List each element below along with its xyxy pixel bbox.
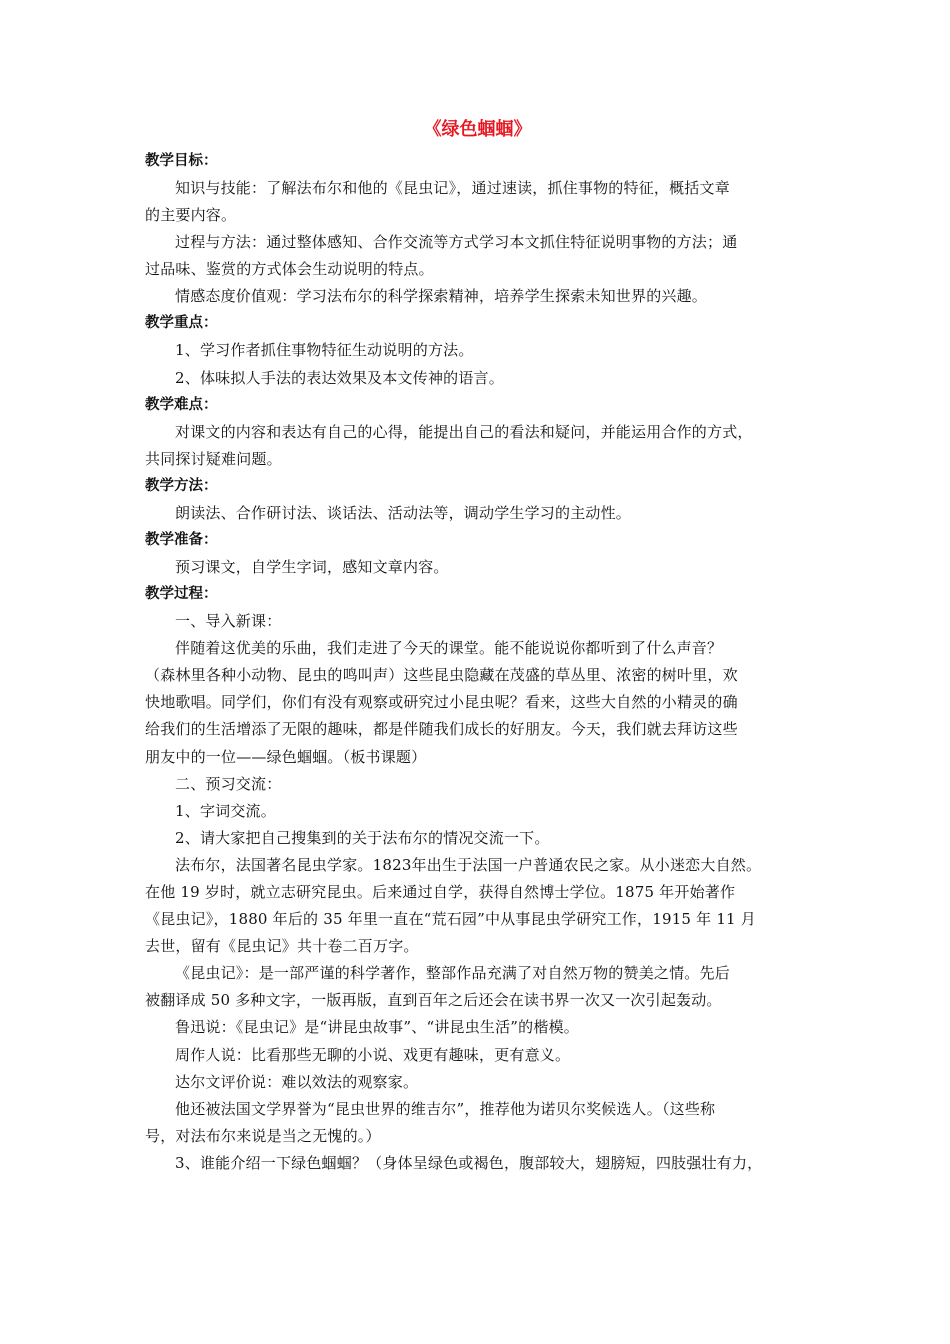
procedure-part2-title [145,771,810,798]
difficulties-text [145,419,810,473]
text-line: 周作人说：比看那些无聊的小说、戏更有趣味，更有意义。 [175,1045,571,1064]
heading-preparation: 教学准备： [145,531,218,548]
key-point-item [145,337,810,364]
text-line: 1、学习作者抓住事物特征生动说明的方法。 [175,341,474,360]
text-line: 被翻译成 50 多种文字，一版再版，直到百年之后还会在读书界一次又一次引起轰动。 [145,991,722,1010]
text-line: 知识与技能：了解法布尔和他的《昆虫记》，通过速读，抓住事物的特征，概括文章 [175,179,730,197]
document-page [145,118,810,1177]
text-line: 2、体味拟人手法的表达效果及本文传神的语言。 [175,368,504,387]
text-line: 共同探讨疑难问题。 [145,449,282,468]
procedure-part1-text [145,635,810,770]
objective-knowledge [145,175,810,229]
text-line: 在他 19 岁时，就立志研究昆虫。后来通过自学，获得自然博士学位。1875 年开始著作 [145,882,736,901]
heading-procedure: 教学过程： [145,586,218,603]
procedure-part1-title [145,608,810,635]
text-line: 达尔文评价说：难以效法的观察家。 [175,1072,419,1091]
text-line: 对课文的内容和表达有自己的心得，能提出自己的看法和疑问，并能运用合作的方式， [175,422,753,441]
methods-text [145,500,810,527]
procedure-item-2 [145,825,810,852]
text-line: 伴随着这优美的乐曲，我们走进了今天的课堂。能不能说说你都听到了什么声音？ [175,639,723,658]
quote-zhou [145,1042,810,1069]
book-description [145,960,810,1014]
text-line: 他还被法国文学界誉为“昆虫世界的维吉尔”，推荐他为诺贝尔奖候选人。（这些称 [175,1099,716,1118]
honor-text [145,1096,810,1150]
objective-process [145,229,810,283]
text-line: 情感态度价值观：学习法布尔的科学探索精神，培养学生探索未知世界的兴趣。 [175,287,708,306]
heading-methods: 教学方法： [145,477,218,494]
text-line: 1、字词交流。 [175,801,276,820]
fabre-bio [145,852,810,960]
text-line: 2、请大家把自己搜集到的关于法布尔的情况交流一下。 [175,828,550,847]
text-line: （森林里各种小动物、昆虫的鸣叫声）这些昆虫隐藏在茂盛的草丛里、浓密的树叶里，欢 [145,666,738,685]
quote-luxun [145,1014,810,1041]
text-line: 号，对法布尔来说是当之无愧的。） [145,1126,381,1145]
text-line: 《昆虫记》：是一部严谨的科学著作，整部作品充满了对自然万物的赞美之情。先后 [175,964,730,983]
text-line: 一、导入新课： [175,612,282,631]
text-line: 二、预习交流： [175,774,282,793]
text-line: 鲁迅说：《昆虫记》是“讲昆虫故事”、“讲昆虫生活”的楷模。 [175,1018,579,1037]
preparation-text [145,554,810,581]
text-line: 《昆虫记》，1880 年后的 35 年里一直在“荒石园”中从事昆虫学研究工作，1915 年 11 月 [145,910,756,929]
objective-emotion [145,283,810,310]
text-line: 朗读法、合作研讨法、谈话法、活动法等，调动学生学习的主动性。 [175,503,632,522]
text-line: 过品味、鉴赏的方式体会生动说明的特点。 [145,260,434,279]
text-line: 去世，留有《昆虫记》共十卷二百万字。 [145,937,419,956]
text-line: 预习课文，自学生字词，感知文章内容。 [175,557,449,576]
text-line: 过程与方法：通过整体感知、合作交流等方式学习本文抓住特征说明事物的方法；通 [175,233,738,252]
procedure-item-3 [145,1150,810,1177]
text-line: 法布尔，法国著名昆虫学家。1823年出生于法国一户普通农民之家。从小迷恋大自然。 [175,855,762,874]
text-line: 朋友中的一位——绿色蝈蝈。（板书课题） [145,747,427,766]
text-line: 给我们的生活增添了无限的趣味，都是伴随我们成长的好朋友。今天，我们就去拜访这些 [145,720,738,739]
heading-key-points: 教学重点： [145,315,218,332]
key-point-item [145,365,810,392]
text-line: 的主要内容。 [145,206,237,225]
heading-difficulties: 教学难点： [145,396,218,413]
heading-objectives: 教学目标： [145,153,218,169]
procedure-item-1 [145,798,810,825]
document-title: 《绿色蝈蝈》 [423,119,532,140]
text-line: 快地歌唱。同学们，你们有没有观察或研究过小昆虫呢？看来，这些大自然的小精灵的确 [145,693,738,712]
quote-darwin [145,1069,810,1096]
text-line: 3、谁能介绍一下绿色蝈蝈？（身体呈绿色或褐色，腹部较大，翅膀短，四肢强壮有力， [175,1153,763,1172]
